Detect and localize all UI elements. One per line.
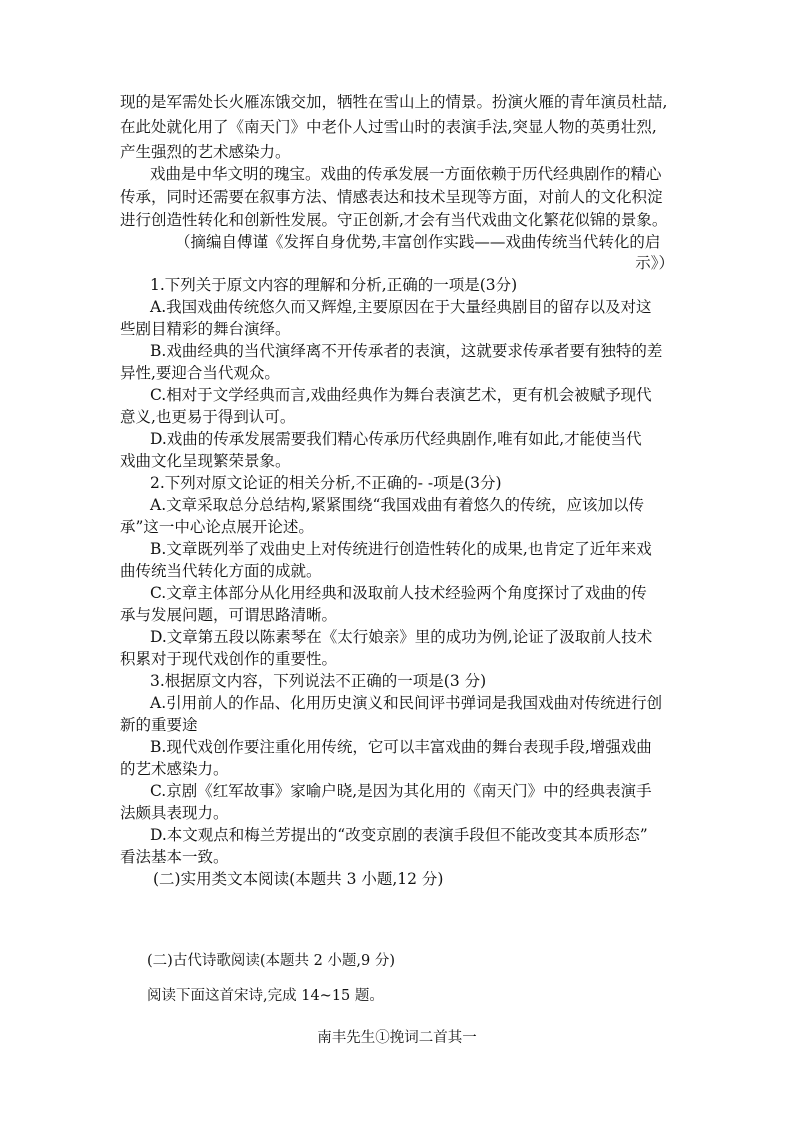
question-2-option-b: B.文章既列举了戏曲史上对传统进行创造性转化的成果,也肯定了近年来戏	[150, 540, 652, 558]
question-3-option-b: B.现代戏创作要注重化用传统，它可以丰富戏曲的舞台表现手段,增强戏曲	[150, 738, 652, 756]
question-2-option-c-cont: 承与发展问题，可谓思路清晰。	[120, 606, 338, 624]
question-3-option-d-cont: 看法基本一致。	[120, 848, 229, 866]
text-line: 在此处就化用了《南天门》中老仆人过雪山时的表演手法,突显人物的英勇壮烈,	[120, 118, 657, 136]
question-1-option-a: A.我国戏曲传统悠久而又辉煌,主要原因在于大量经典剧目的留存以及对这	[150, 298, 652, 316]
text-line: 传承，同时还需要在叙事方法、情感表达和技术呈现等方面，对前人的文化积淀	[120, 188, 663, 206]
question-1-option-d-cont: 戏曲文化呈现繁荣景象。	[120, 452, 291, 470]
section-heading-ancient-poetry: (二)古代诗歌阅读(本题共 2 小题,9 分)	[147, 953, 396, 969]
question-1-option-b: B.戏曲经典的当代演绎离不开传承者的表演，这就要求传承者要有独特的差	[150, 342, 663, 360]
question-1-stem: 1.下列关于原文内容的理解和分析,正确的一项是(3分)	[150, 276, 518, 294]
question-1-option-a-cont: 些剧目精彩的舞台演绎。	[120, 320, 291, 338]
source-citation-end: 示》）	[635, 254, 674, 272]
question-1-option-d: D.戏曲的传承发展需要我们精心传承历代经典剧作,唯有如此,才能使当代	[150, 430, 642, 448]
question-2-option-a-cont: 承”这一中心论点展开论述。	[120, 518, 314, 536]
text-line: 戏曲是中华文明的瑰宝。戏曲的传承发展一方面依赖于历代经典剧作的精心	[150, 165, 662, 183]
question-2-stem: 2.下列对原文论证的相关分析,不正确的- -项是(3分)	[150, 474, 502, 492]
text-line: 现的是军需处长火雁冻饿交加，牺牲在雪山上的情景。扮演火雁的青年演员杜喆,	[120, 93, 668, 111]
text-line: 产生强烈的艺术感染力。	[120, 143, 291, 161]
question-3-option-a-cont: 新的重要途	[120, 716, 198, 734]
question-2-option-d-cont: 积累对于现代戏创作的重要性。	[120, 650, 338, 668]
question-2-option-d: D.文章第五段以陈素琴在《太行娘亲》里的成功为例,论证了汲取前人技术	[150, 628, 653, 646]
question-3-option-b-cont: 的艺术感染力。	[120, 760, 229, 778]
question-3-option-c: C.京剧《红军故事》家喻户晓,是因为其化用的《南天门》中的经典表演手	[150, 782, 652, 800]
question-2-option-c: C.文章主体部分从化用经典和汲取前人技术经验两个角度探讨了戏曲的传	[150, 584, 647, 602]
poem-title: 南丰先生①挽词二首其一	[317, 1030, 477, 1046]
question-1-option-b-cont: 异性,要迎合当代观众。	[120, 364, 280, 382]
question-2-option-b-cont: 曲传统当代转化方面的成就。	[120, 562, 322, 580]
question-2-option-a: A.文章采取总分总结构,紧紧围绕“我国戏曲有着悠久的传统，应该加以传	[150, 496, 644, 514]
reading-instruction: 阅读下面这首宋诗,完成 14~15 题。	[147, 988, 384, 1004]
question-3-stem: 3.根据原文内容，下列说法不正确的一项是(3 分)	[150, 672, 487, 690]
source-citation: （摘编自傅谨《发挥自身优势,丰富创作实践——戏曲传统当代转化的启	[175, 233, 661, 251]
section-heading-practical-text: (二)实用类文本阅读(本题共 3 小题,12 分)	[153, 870, 444, 888]
question-1-option-c-cont: 意义,也更易于得到认可。	[120, 408, 296, 426]
question-3-option-c-cont: 法颇具表现力。	[120, 804, 229, 822]
question-1-option-c: C.相对于文学经典而言,戏曲经典作为舞台表演艺术，更有机会被赋予现代	[150, 386, 652, 404]
text-line: 进行创造性转化和创新性发展。守正创新,才会有当代戏曲文化繁花似锦的景象。	[120, 211, 668, 229]
question-3-option-d: D.本文观点和梅兰芳提出的“改变京剧的表演手段但不能改变其本质形态”	[150, 826, 648, 844]
question-3-option-a: A.引用前人的作品、化用历史演义和民间评书弹词是我国戏曲对传统进行创	[150, 694, 663, 712]
